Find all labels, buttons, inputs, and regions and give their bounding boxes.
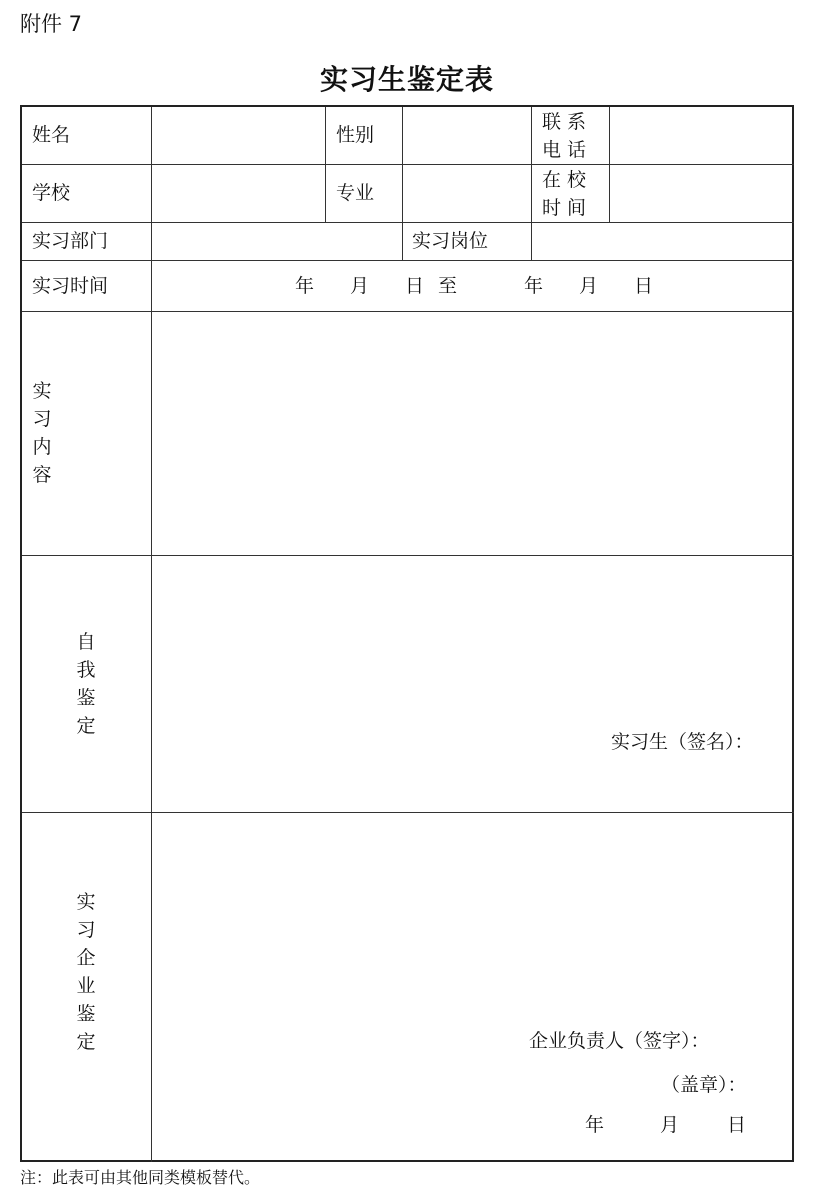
footnote: 注：此表可由其他同类模板替代。 [20,1168,261,1187]
gender-field[interactable] [403,107,531,164]
phone-label-line2: 电 话 [542,139,587,161]
vertical-label-char: 内 [32,436,52,458]
period-end-year: 年 [524,275,544,297]
vertical-label-char: 企 [76,947,96,969]
column-divider [325,107,326,222]
vertical-label-char: 业 [76,975,96,997]
department-label: 实习部门 [32,230,109,252]
phone-label-line1: 联 系 [542,111,587,133]
period-to: 至 [438,275,458,297]
internship-content-label [30,377,54,489]
vertical-label-char: 鉴 [76,1003,96,1025]
vertical-label-char: 容 [32,464,52,486]
period-start-year: 年 [295,275,315,297]
vertical-label-char: 习 [76,919,96,941]
school-field[interactable] [152,165,325,222]
period-field[interactable] [152,261,794,311]
position-label: 实习岗位 [412,230,489,252]
enrollment-label-line1: 在 校 [542,169,587,191]
vertical-label-char: 实 [32,380,52,402]
company-evaluation-label [74,888,98,1056]
name-label: 姓名 [32,124,71,146]
company-date-month: 月 [660,1114,680,1136]
appraisal-form-table [20,105,794,1162]
vertical-label-char: 定 [76,715,96,737]
phone-field[interactable] [610,107,794,164]
company-seal-label: （盖章）： [661,1074,747,1096]
company-signature-label: 企业负责人（签字）： [529,1030,710,1052]
self-evaluation-label [74,628,98,740]
period-start-month: 月 [350,275,370,297]
vertical-label-char: 我 [76,659,96,681]
period-start-day: 日 [405,275,425,297]
company-evaluation-field[interactable] [152,813,794,1162]
vertical-label-char: 自 [76,631,96,653]
company-date-year: 年 [585,1114,605,1136]
intern-signature-label: 实习生（签名）： [611,731,754,753]
department-field[interactable] [152,223,402,260]
vertical-label-char: 习 [32,408,52,430]
enrollment-label-line2: 时 间 [542,197,587,219]
vertical-label-char: 定 [76,1031,96,1053]
period-end-month: 月 [579,275,599,297]
form-title: 实习生鉴定表 [319,63,494,96]
period-end-day: 日 [634,275,654,297]
period-label: 实习时间 [32,275,109,297]
vertical-label-char: 鉴 [76,687,96,709]
major-label: 专业 [336,182,375,204]
gender-label: 性别 [336,124,375,146]
name-field[interactable] [152,107,325,164]
enrollment-period-field[interactable] [610,165,794,222]
position-field[interactable] [532,223,794,260]
internship-content-field[interactable] [152,312,794,555]
attachment-label: 附件 7 [20,12,83,36]
self-evaluation-field[interactable] [152,556,794,812]
major-field[interactable] [403,165,531,222]
company-date-day: 日 [727,1114,747,1136]
school-label: 学校 [32,182,71,204]
vertical-label-char: 实 [76,891,96,913]
